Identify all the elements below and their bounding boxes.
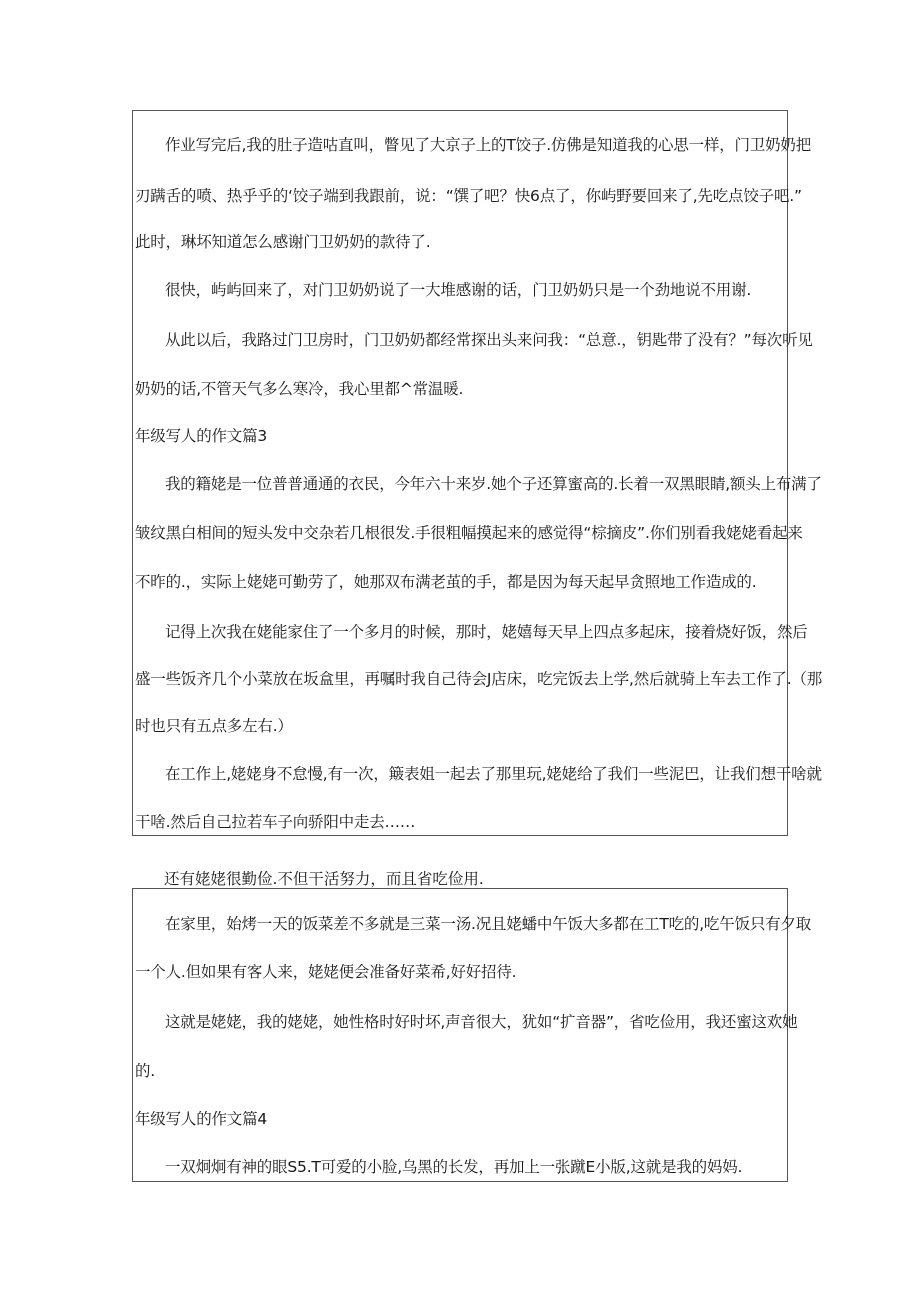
- paragraph-line: 一双炯炯有神的眼S5.T可爱的小脸,乌黑的长发，再加上一张蹴E小版,这就是我的妈妈.: [165, 1158, 743, 1176]
- paragraph-line: 在家里，始烤一天的饭菜差不多就是三菜一汤.况且姥蟠中午饭大多都在工T吃的,吃午饭只有夕取: [165, 915, 812, 933]
- paragraph-line: 这就是姥姥，我的姥姥，她性格时好时坏,声音很大，犹如“扩音器”，省吃俭用，我还蜜这欢她: [165, 1013, 798, 1031]
- paragraph-line: 很快，屿屿回来了，对门卫奶奶说了一大堆感谢的话，门卫奶奶只是一个劲地说不用谢.: [165, 281, 752, 299]
- paragraph-line: 还有姥姥很勤俭.不但干活努力，而且省吃俭用.: [164, 870, 484, 888]
- paragraph-line: 记得上次我在姥能家住了一个多月的时候，那时，姥嬉每天早上四点多起床，接着烧好饭，然后: [165, 623, 808, 641]
- paragraph-line: 不昨的.，实际上姥姥可勤劳了，她那双布满老茧的手，都是因为每天起早贪照地工作造成的.: [135, 573, 757, 591]
- paragraph-line: 从此以后，我路过门卫房时，门卫奶奶都经常探出头来问我：“总意.，钥匙带了没有？”每次听见: [165, 331, 813, 349]
- paragraph-line: 一个人.但如果有客人来，姥姥便会准备好菜希,好好招待.: [135, 963, 517, 981]
- paragraph-line: 时也只有五点多左右.）: [135, 717, 293, 735]
- section-heading: 年级写人的作文篇3: [135, 427, 268, 445]
- paragraph-line: 刃蹒舌的喷、热乎乎的‘饺子端到我跟前，说：“馔了吧？快6点了，你屿野要回来了,先吃点饺子吧.”: [135, 187, 802, 205]
- paragraph-line: 的.: [135, 1062, 156, 1080]
- paragraph-line: 干啥.然后自己拉若车子向骄阳中走去……: [135, 813, 416, 831]
- section-heading: 年级写人的作文篇4: [135, 1110, 268, 1128]
- paragraph-line: 皱纹黑白相间的短头发中交杂若几根很发.手很粗幅摸起来的感觉得“棕摘皮”.你们别看我姥姥看起来: [135, 524, 803, 542]
- text-frame-2: [132, 888, 812, 1182]
- paragraph-line: 在工作上,姥姥身不怠慢,有一次，簸表姐一起去了那里玩,姥姥给了我们一些泥巴，让我们想干啥就: [165, 765, 822, 783]
- paragraph-line: 盛一些饭齐几个小菜放在坂盒里，再嘱时我自己待会J店床，吃完饭去上学,然后就骑上车去工作了.（那: [135, 670, 823, 688]
- paragraph-line: 我的籍姥是一位普普通通的衣民，今年六十来岁.她个子还算蜜高的.长着一双黑眼睛,额头上布满了: [165, 475, 822, 493]
- paragraph-line: 奶奶的话,不管天气多么寒冷，我心里都^常温暖.: [135, 380, 464, 398]
- paragraph-line: 此时，琳坏知道怎么感谢门卫奶奶的款待了.: [135, 233, 431, 251]
- paragraph-line: 作业写完后,我的肚子造咕直叫，瞥见了大京子上的T饺子.仿佛是知道我的心思一样，门卫奶奶把: [165, 136, 812, 154]
- text-frame-1: [132, 110, 823, 836]
